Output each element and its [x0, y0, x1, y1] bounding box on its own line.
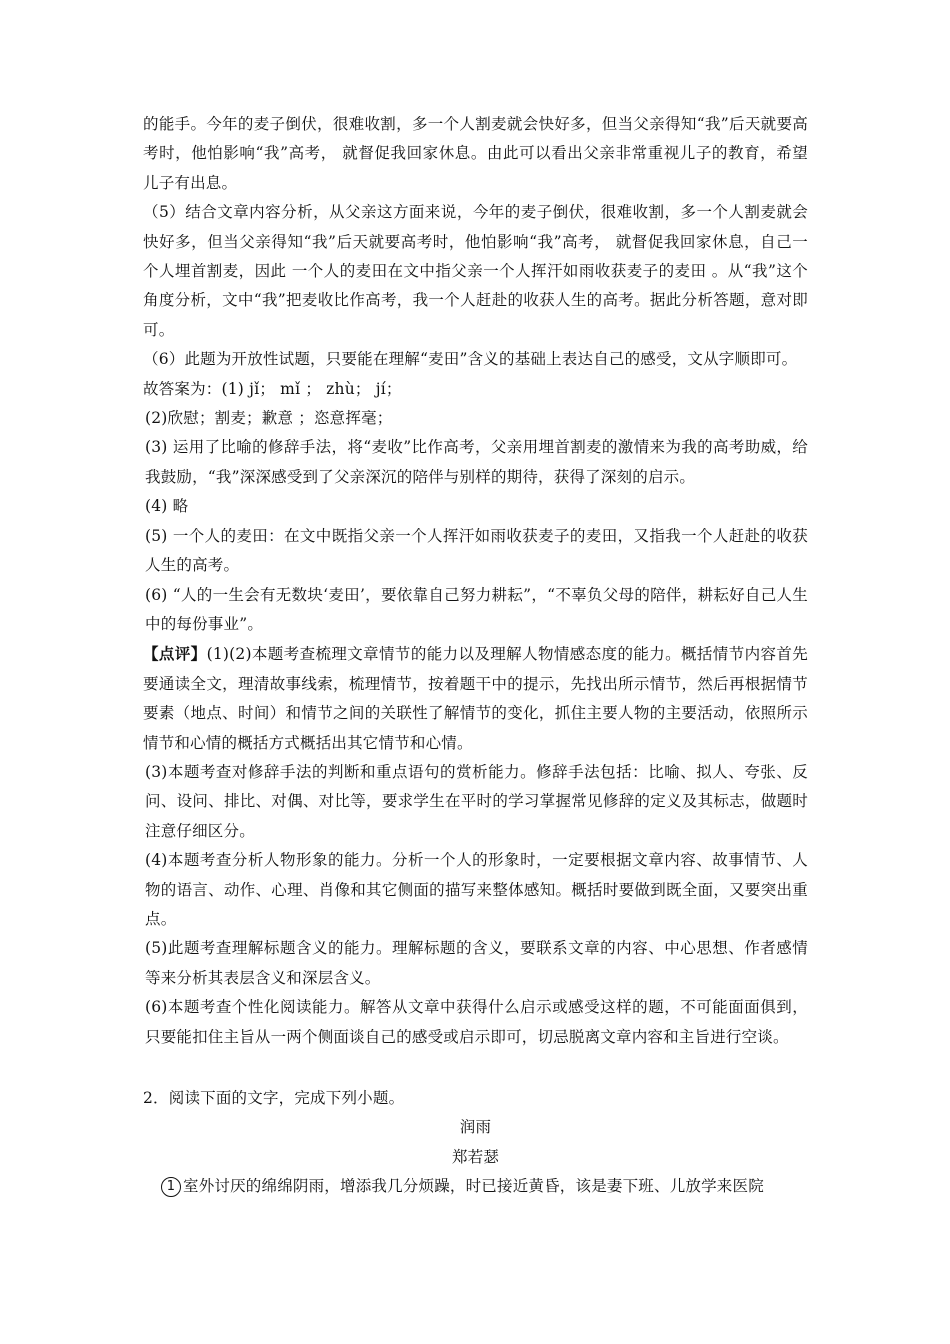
- comment-6: (6)本题考查个性化阅读能力。解答从文章中获得什么启示或感受这样的题，不可能面面俱到，只要能扣住主旨从一两个侧面谈自己的感受或启示即可，切忌脱离文章内容和主旨进行空谈。: [145, 998, 808, 1046]
- continuation-paragraph: 的能手。今年的麦子倒伏，很难收割，多一个人割麦就会快好多，但当父亲得知“我”后天就要高考时，他怕影响“我”高考， 就督促我回家休息。由此可以看出父亲非常重视儿子的教育，希望儿子有出息。: [143, 115, 808, 192]
- comment-3: (3)本题考查对修辞手法的判断和重点语句的赏析能力。修辞手法包括：比喻、拟人、夸张、反问、设问、排比、对偶、对比等，要求学生在平时的学习掌握常见修辞的定义及其标志，做题时注意仔细区分。: [145, 762, 808, 840]
- comment-4: (4)本题考查分析人物形象的能力。分析一个人的形象时，一定要根据文章内容、故事情节、人物的语言、动作、心理、肖像和其它侧面的描写来整体感知。概括时要做到既全面，又要突出重点。: [145, 851, 808, 928]
- spacer: [143, 1052, 808, 1084]
- passage-title: 润雨: [459, 1118, 492, 1137]
- question-2-prompt: 2．阅读下面的文字，完成下列小题。: [143, 1089, 405, 1107]
- answer-2: (2)欣慰；割麦；歉意 ；恣意挥毫；: [145, 409, 393, 428]
- comment-label: 【点评】: [143, 644, 207, 664]
- answer-4: (4) 略: [145, 497, 189, 516]
- paragraph-number-circle: 1: [161, 1177, 181, 1197]
- answer-3: (3) 运用了比喻的修辞手法，将“麦收”比作高考，父亲用埋首割麦的激情来为我的高考助威，给我鼓励，“我”深深感受到了父亲深沉的陪伴与别样的期待，获得了深刻的启示。: [145, 438, 808, 486]
- answer-6: (6) “人的一生会有无数块‘麦田’，要依靠自己努力耕耘”，“不辜负父母的陪伴，耕耘好自己人生中的每份事业”。: [145, 585, 808, 633]
- paragraph-1-text: 室外讨厌的绵绵阴雨，增添我几分烦躁，时已接近黄昏，该是妻下班、儿放学来医院: [183, 1177, 764, 1196]
- answers-intro: 故答案为：(1) jǐ； mǐ ； zhù； jí；: [143, 379, 402, 398]
- comment-5: (5)此题考查理解标题含义的能力。理解标题的含义，要联系文章的内容、中心思想、作者感情等来分析其表层含义和深层含义。: [145, 939, 808, 987]
- passage-paragraph-1: [143, 1172, 808, 1201]
- answer-5: (5) 一个人的麦田：在文中既指父亲一个人挥汗如雨收获麦子的麦田，又指我一个人赶赴的收获人生的高考。: [145, 526, 808, 575]
- document-page: [143, 110, 808, 1202]
- analysis-6: （6）此题为开放性试题，只要能在理解“麦田”含义的基础上表达自己的感受，文从字顺即可。: [143, 350, 798, 369]
- passage-author: 郑若瑟: [451, 1147, 500, 1166]
- comment-1-2: [143, 639, 808, 758]
- analysis-5: （5）结合文章内容分析，从父亲这方面来说，今年的麦子倒伏，很难收割，多一个人割麦就会快好多，但当父亲得知“我”后天就要高考时，他怕影响“我”高考， 就督促我回家休息，自己一个人埋首割麦，因此 一个人的麦田在文中指父亲一个人挥汗如雨收获麦子的麦田 。从“我”这个角度分析，文中“我”把麦收比作高考，我一个人赶赴的收获人生的高考。据此分析答题，意对即可。: [143, 203, 808, 339]
- comment-1-2-text: (1)(2)本题考查梳理文章情节的能力以及理解人物情感态度的能力。概括情节内容首先要通读全文，理清故事线索，梳理情节，按着题干中的提示，先找出所示情节，然后再根据情节要素（地点、时间）和情节之间的关联性了解情节的变化，抓住主要人物的主要活动，依照所示情节和心情的概括方式概括出其它情节和心情。: [143, 645, 808, 752]
